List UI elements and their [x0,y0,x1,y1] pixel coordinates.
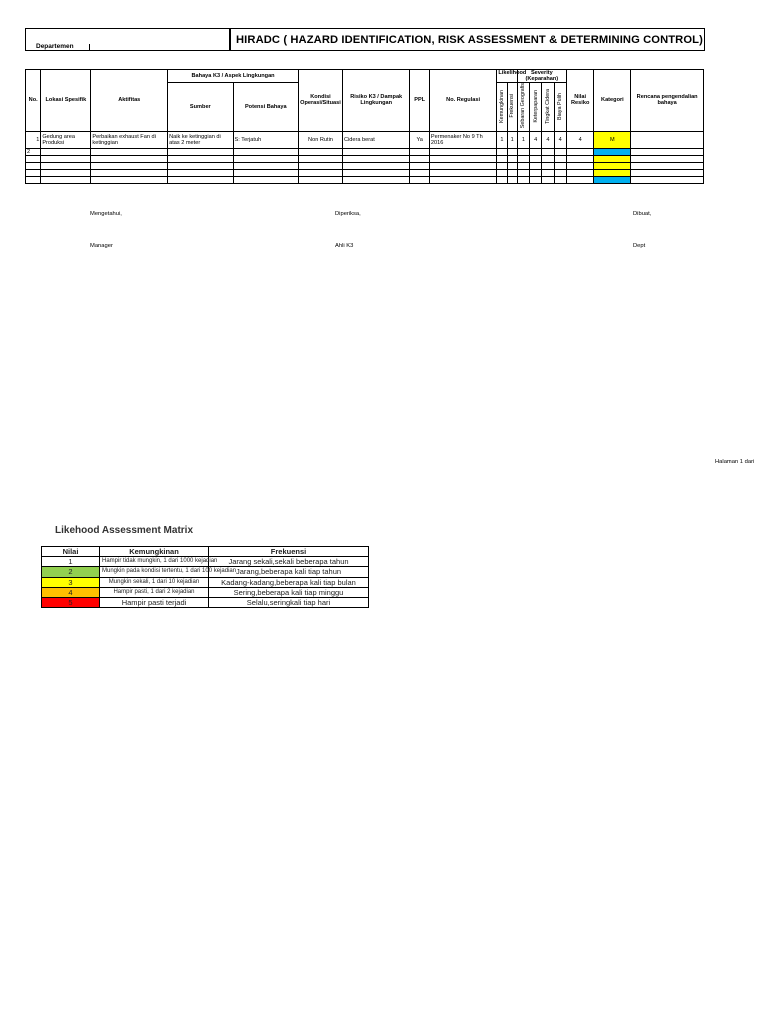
row-kategori-fill [594,170,631,177]
col-sebaran-header: Sebaran Geografis [517,83,529,131]
row-regulasi: Permenaker No 9 Th 2016 [429,131,496,148]
matrix-row [42,567,369,577]
row-kemungkinan: 1 [497,131,507,148]
matrix-nilai: 1 [42,557,100,567]
row-biaya-pulih: 4 [554,131,566,148]
col-aktifitas-header: Aktifitas [91,70,168,132]
department-divider [89,44,90,50]
matrix-row [42,598,369,608]
col-ppl-header: PPL [410,70,429,132]
row-kategori-fill [594,156,631,163]
matrix-nilai: 2 [42,567,100,577]
col-sumber-header: Sumber [168,83,233,131]
col-regulasi-header: No. Regulasi [429,70,496,132]
row-sumber: Naik ke ketinggian di atas 2 meter [168,131,233,148]
row-sebaran: 1 [517,131,529,148]
table-row [26,131,704,148]
matrix-row [42,587,369,597]
matrix-row [42,557,369,567]
matrix-header-kemungkinan: Kemungkinan [100,547,209,557]
sig-ahli-k3: Ahli K3 [335,243,354,249]
row-ppl: Ya [410,131,429,148]
table-row [26,170,704,177]
sig-dibuat: Dibuat, [633,211,652,217]
matrix-kemungkinan: Mungkin sekali, 1 dari 10 kejadian [100,577,209,587]
table-row [26,163,704,170]
page-number-note: Halaman 1 dari [715,459,755,465]
col-severity-group-header: Severity (Keparahan) [517,70,566,83]
row-kondisi: Non Rutin [299,131,343,148]
col-biaya-pulih-header: Biaya Pulih [554,83,566,131]
row-rencana [631,131,704,148]
matrix-frekuensi: Jarang,beberapa kali tiap tahun [209,567,369,577]
row-kategori-fill [594,148,631,155]
row-no: 1 [26,131,41,148]
col-lokasi-header: Lokasi Spesifik [41,70,91,132]
col-frekuensi-header: Frekuensi [507,83,517,131]
matrix-kemungkinan: Mungkin pada kondisi tertentu, 1 dari 100 kejadian [100,567,209,577]
row-kategori-fill [594,177,631,184]
matrix-frekuensi: Selalu,seringkali tiap hari [209,598,369,608]
table-row [26,177,704,184]
row-keterpaparan: 4 [530,131,542,148]
col-kondisi-header: Kondisi Operasi/Situasi [299,70,343,132]
department-label: Departemen [36,43,74,50]
col-rencana-header: Rencana pengendalian bahaya [631,70,704,132]
document-title: HIRADC ( HAZARD IDENTIFICATION, RISK ASSESSMENT & DETERMINING CONTROL) [230,28,705,51]
matrix-nilai: 4 [42,587,100,597]
sig-dept: Dept [633,243,646,249]
department-box [25,28,230,51]
matrix-frekuensi: Sering,beberapa kali tiap minggu [209,587,369,597]
col-bahaya-group-header: Bahaya K3 / Aspek Lingkungan [168,70,299,83]
table-row [26,148,704,155]
hiradc-table [25,69,704,184]
matrix-frekuensi: Jarang sekali,sekali beberapa tahun [209,557,369,567]
row-frekuensi: 1 [507,131,517,148]
sig-diperiksa: Diperiksa, [335,211,361,217]
col-potensi-header: Potensi Bahaya [233,83,298,131]
table-row [26,156,704,163]
row-kategori-fill [594,163,631,170]
col-keterpaparan-header: Keterpaparan [530,83,542,131]
col-risiko-header: Risiko K3 / Dampak Lingkungan [342,70,409,132]
likelihood-matrix-table [41,546,369,608]
col-tingkat-cidera-header: Tingkat Cidera [542,83,554,131]
matrix-kemungkinan: Hampir pasti, 1 dari 2 kejadian [100,587,209,597]
row-lokasi: Gedung area Produksi [41,131,91,148]
row-potensi: S: Terjatuh [233,131,298,148]
matrix-row [42,577,369,587]
row-tingkat-cidera: 4 [542,131,554,148]
matrix-kemungkinan: Hampir pasti terjadi [100,598,209,608]
col-nilai-resiko-header: Nilai Resiko [566,70,594,132]
col-kemungkinan-header: Kemungkinan [497,83,507,131]
matrix-kemungkinan: Hampir tidak mungkin, 1 dari 1000 kejadian [100,557,209,567]
col-no-header: No. [26,70,41,132]
matrix-nilai: 3 [42,577,100,587]
matrix-title: Likehood Assessment Matrix [55,525,194,536]
col-kategori-header: Kategori [594,70,631,132]
matrix-nilai: 5 [42,598,100,608]
matrix-frekuensi: Kadang-kadang,beberapa kali tiap bulan [209,577,369,587]
row-risiko: Cidera berat [342,131,409,148]
col-likelihood-group-header: Likelihood [497,70,517,83]
row-nilai-resiko: 4 [566,131,594,148]
row-no: 2 [26,148,41,155]
row-aktifitas: Perbaikan exhaust Fan di ketinggian [91,131,168,148]
sig-mengetahui: Mengetahui, [90,211,122,217]
row-kategori: M [594,131,631,148]
matrix-header-frekuensi: Frekuensi [209,547,369,557]
matrix-header-nilai: Nilai [42,547,100,557]
sig-manager: Manager [90,243,113,249]
